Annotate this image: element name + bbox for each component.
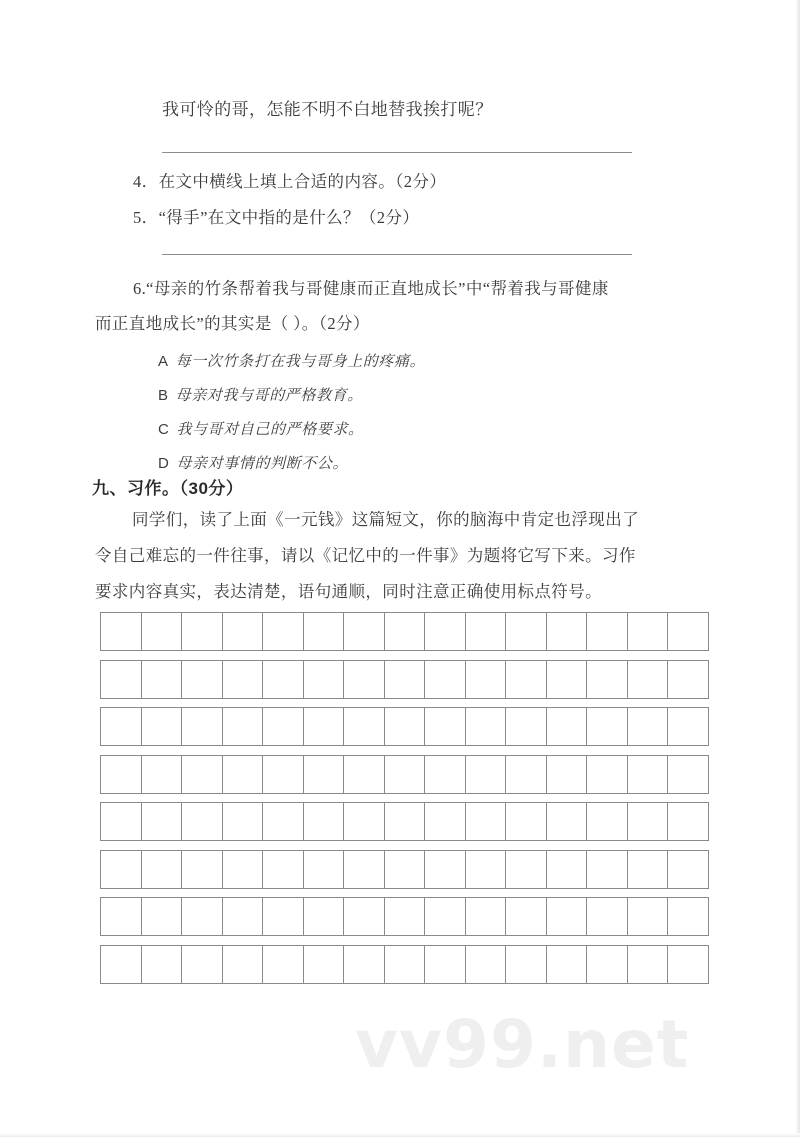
composition-grid-cell[interactable] <box>385 708 426 745</box>
composition-grid-cell[interactable] <box>587 613 628 650</box>
question-4 <box>133 174 446 191</box>
composition-grid-cell[interactable] <box>628 898 669 935</box>
composition-grid-cell[interactable] <box>547 803 588 840</box>
composition-grid-row[interactable] <box>100 612 709 651</box>
composition-grid-cell[interactable] <box>587 708 628 745</box>
composition-grid-cell[interactable] <box>547 708 588 745</box>
composition-grid-cell[interactable] <box>668 946 709 983</box>
option-c-letter: C <box>158 421 170 438</box>
composition-grid-cell[interactable] <box>425 898 466 935</box>
option-a-text: 每一次竹条打在我与哥身上的疼痛。 <box>175 352 426 370</box>
question-6-line-1: 6.“母亲的竹条帮着我与哥健康而正直地成长”中“帮着我与哥健康 <box>133 279 609 298</box>
composition-grid-cell[interactable] <box>506 756 547 793</box>
composition-grid-cell[interactable] <box>628 851 669 888</box>
composition-answer-grid[interactable] <box>100 612 709 984</box>
composition-grid-cell[interactable] <box>628 946 669 983</box>
composition-grid-cell[interactable] <box>223 613 264 650</box>
question-4-text: 在文中横线上填上合适的内容。（2分） <box>158 172 447 191</box>
composition-grid-cell[interactable] <box>385 851 426 888</box>
composition-grid-cell[interactable] <box>182 613 223 650</box>
composition-grid-cell[interactable] <box>142 661 183 698</box>
composition-grid-cell[interactable] <box>263 851 304 888</box>
composition-grid-row[interactable] <box>100 945 709 984</box>
composition-grid-cell[interactable] <box>587 756 628 793</box>
composition-grid-cell[interactable] <box>182 898 223 935</box>
composition-grid-cell[interactable] <box>304 613 345 650</box>
option-b-text: 母亲对我与哥的严格教育。 <box>175 386 363 404</box>
option-b-letter: B <box>158 387 169 404</box>
composition-grid-cell[interactable] <box>263 946 304 983</box>
composition-grid-cell[interactable] <box>263 756 304 793</box>
composition-grid-cell[interactable] <box>587 898 628 935</box>
question-4-number: 4． <box>133 172 159 191</box>
composition-grid-cell[interactable] <box>668 613 709 650</box>
composition-grid-cell[interactable] <box>142 708 183 745</box>
page-edge-bottom <box>0 1133 800 1137</box>
passage-closing-line: 我可怜的哥，怎能不明不白地替我挨打呢？ <box>162 100 493 119</box>
composition-grid-cell[interactable] <box>223 946 264 983</box>
composition-grid-cell[interactable] <box>344 756 385 793</box>
question-5-text: “得手”在文中指的是什么？（2分） <box>158 208 420 227</box>
question-6-option-c[interactable] <box>158 422 364 437</box>
composition-grid-cell[interactable] <box>547 756 588 793</box>
composition-grid-cell[interactable] <box>101 613 142 650</box>
composition-grid-cell[interactable] <box>506 708 547 745</box>
composition-grid-cell[interactable] <box>587 851 628 888</box>
composition-grid-row[interactable] <box>100 802 709 841</box>
composition-grid-cell[interactable] <box>101 851 142 888</box>
composition-grid-cell[interactable] <box>304 756 345 793</box>
composition-grid-cell[interactable] <box>506 851 547 888</box>
composition-grid-cell[interactable] <box>668 898 709 935</box>
composition-grid-cell[interactable] <box>668 708 709 745</box>
composition-grid-cell[interactable] <box>263 661 304 698</box>
composition-grid-cell[interactable] <box>628 803 669 840</box>
option-d-letter: D <box>158 455 170 472</box>
composition-grid-cell[interactable] <box>182 851 223 888</box>
question-6-option-d[interactable] <box>158 456 348 471</box>
composition-grid-cell[interactable] <box>506 946 547 983</box>
composition-grid-cell[interactable] <box>101 898 142 935</box>
composition-grid-cell[interactable] <box>425 613 466 650</box>
composition-grid-cell[interactable] <box>344 946 385 983</box>
composition-grid-cell[interactable] <box>304 946 345 983</box>
site-watermark: vv99.net <box>355 1006 690 1083</box>
composition-grid-cell[interactable] <box>628 613 669 650</box>
question-6-option-a[interactable] <box>158 354 425 369</box>
composition-grid-cell[interactable] <box>547 851 588 888</box>
composition-grid-cell[interactable] <box>506 898 547 935</box>
composition-grid-cell[interactable] <box>142 803 183 840</box>
composition-grid-cell[interactable] <box>466 898 507 935</box>
composition-grid-cell[interactable] <box>344 613 385 650</box>
question-5 <box>133 210 419 227</box>
composition-grid-cell[interactable] <box>101 946 142 983</box>
composition-grid-cell[interactable] <box>263 898 304 935</box>
composition-grid-cell[interactable] <box>304 898 345 935</box>
composition-grid-cell[interactable] <box>425 851 466 888</box>
composition-grid-cell[interactable] <box>466 851 507 888</box>
composition-grid-cell[interactable] <box>223 708 264 745</box>
composition-grid-cell[interactable] <box>223 661 264 698</box>
composition-grid-cell[interactable] <box>344 661 385 698</box>
composition-grid-cell[interactable] <box>547 946 588 983</box>
composition-grid-cell[interactable] <box>182 803 223 840</box>
composition-grid-row[interactable] <box>100 660 709 699</box>
composition-grid-cell[interactable] <box>466 661 507 698</box>
question-6-line-2: 而正直地成长”的其实是（ ）。（2分） <box>95 314 370 333</box>
composition-grid-cell[interactable] <box>101 661 142 698</box>
composition-grid-cell[interactable] <box>466 803 507 840</box>
question-6-option-b[interactable] <box>158 388 363 403</box>
composition-grid-cell[interactable] <box>304 803 345 840</box>
composition-grid-cell[interactable] <box>223 851 264 888</box>
option-d-text: 母亲对事情的判断不公。 <box>176 454 349 472</box>
option-a-letter: A <box>158 353 169 370</box>
composition-grid-cell[interactable] <box>101 708 142 745</box>
composition-grid-cell[interactable] <box>223 803 264 840</box>
composition-grid-cell[interactable] <box>385 756 426 793</box>
composition-grid-cell[interactable] <box>304 851 345 888</box>
composition-grid-row[interactable] <box>100 850 709 889</box>
composition-grid-cell[interactable] <box>547 898 588 935</box>
composition-grid-cell[interactable] <box>506 613 547 650</box>
composition-prompt-line-3: 要求内容真实，表达清楚，语句通顺，同时注意正确使用标点符号。 <box>95 582 602 601</box>
composition-grid-row[interactable] <box>100 707 709 746</box>
composition-grid-cell[interactable] <box>182 708 223 745</box>
composition-grid-cell[interactable] <box>142 851 183 888</box>
composition-grid-cell[interactable] <box>182 756 223 793</box>
composition-grid-row[interactable] <box>100 755 709 794</box>
composition-grid-cell[interactable] <box>385 613 426 650</box>
composition-grid-cell[interactable] <box>142 898 183 935</box>
composition-grid-cell[interactable] <box>263 708 304 745</box>
composition-grid-cell[interactable] <box>425 708 466 745</box>
composition-grid-cell[interactable] <box>385 946 426 983</box>
composition-grid-cell[interactable] <box>587 661 628 698</box>
composition-grid-cell[interactable] <box>628 708 669 745</box>
composition-grid-cell[interactable] <box>506 661 547 698</box>
composition-grid-cell[interactable] <box>182 661 223 698</box>
composition-grid-cell[interactable] <box>668 756 709 793</box>
composition-grid-cell[interactable] <box>263 803 304 840</box>
composition-grid-cell[interactable] <box>547 661 588 698</box>
composition-grid-cell[interactable] <box>304 708 345 745</box>
composition-grid-cell[interactable] <box>101 803 142 840</box>
composition-heading: 九、习作。（30分） <box>92 479 244 498</box>
composition-grid-cell[interactable] <box>466 946 507 983</box>
composition-grid-cell[interactable] <box>385 661 426 698</box>
composition-grid-cell[interactable] <box>223 898 264 935</box>
composition-grid-cell[interactable] <box>385 898 426 935</box>
composition-grid-cell[interactable] <box>142 613 183 650</box>
composition-grid-cell[interactable] <box>425 803 466 840</box>
composition-prompt-line-2: 令自己难忘的一件往事，请以《记忆中的一件事》为题将它写下来。习作 <box>95 546 636 565</box>
question-5-number: 5． <box>133 208 159 227</box>
composition-grid-cell[interactable] <box>344 803 385 840</box>
composition-grid-cell[interactable] <box>547 613 588 650</box>
composition-grid-cell[interactable] <box>344 708 385 745</box>
composition-grid-row[interactable] <box>100 897 709 936</box>
composition-grid-cell[interactable] <box>223 756 264 793</box>
composition-grid-cell[interactable] <box>142 946 183 983</box>
composition-grid-cell[interactable] <box>466 756 507 793</box>
composition-grid-cell[interactable] <box>344 898 385 935</box>
composition-grid-cell[interactable] <box>466 708 507 745</box>
composition-grid-cell[interactable] <box>182 946 223 983</box>
composition-prompt-line-1: 同学们，读了上面《一元钱》这篇短文，你的脑海中肯定也浮现出了 <box>132 510 639 529</box>
composition-grid-cell[interactable] <box>425 946 466 983</box>
composition-grid-cell[interactable] <box>344 851 385 888</box>
composition-grid-cell[interactable] <box>425 661 466 698</box>
composition-grid-cell[interactable] <box>101 756 142 793</box>
composition-grid-cell[interactable] <box>385 803 426 840</box>
composition-grid-cell[interactable] <box>425 756 466 793</box>
composition-grid-cell[interactable] <box>263 613 304 650</box>
page-edge-right <box>795 0 800 1137</box>
composition-grid-cell[interactable] <box>628 756 669 793</box>
composition-grid-cell[interactable] <box>668 851 709 888</box>
answer-rule-q5[interactable] <box>162 254 632 255</box>
composition-grid-cell[interactable] <box>668 661 709 698</box>
composition-grid-cell[interactable] <box>506 803 547 840</box>
composition-grid-cell[interactable] <box>587 946 628 983</box>
option-c-text: 我与哥对自己的严格要求。 <box>176 420 364 438</box>
composition-grid-cell[interactable] <box>587 803 628 840</box>
composition-grid-cell[interactable] <box>668 803 709 840</box>
composition-grid-cell[interactable] <box>466 613 507 650</box>
composition-grid-cell[interactable] <box>304 661 345 698</box>
composition-grid-cell[interactable] <box>142 756 183 793</box>
composition-grid-cell[interactable] <box>628 661 669 698</box>
answer-rule-q4[interactable] <box>162 152 632 153</box>
